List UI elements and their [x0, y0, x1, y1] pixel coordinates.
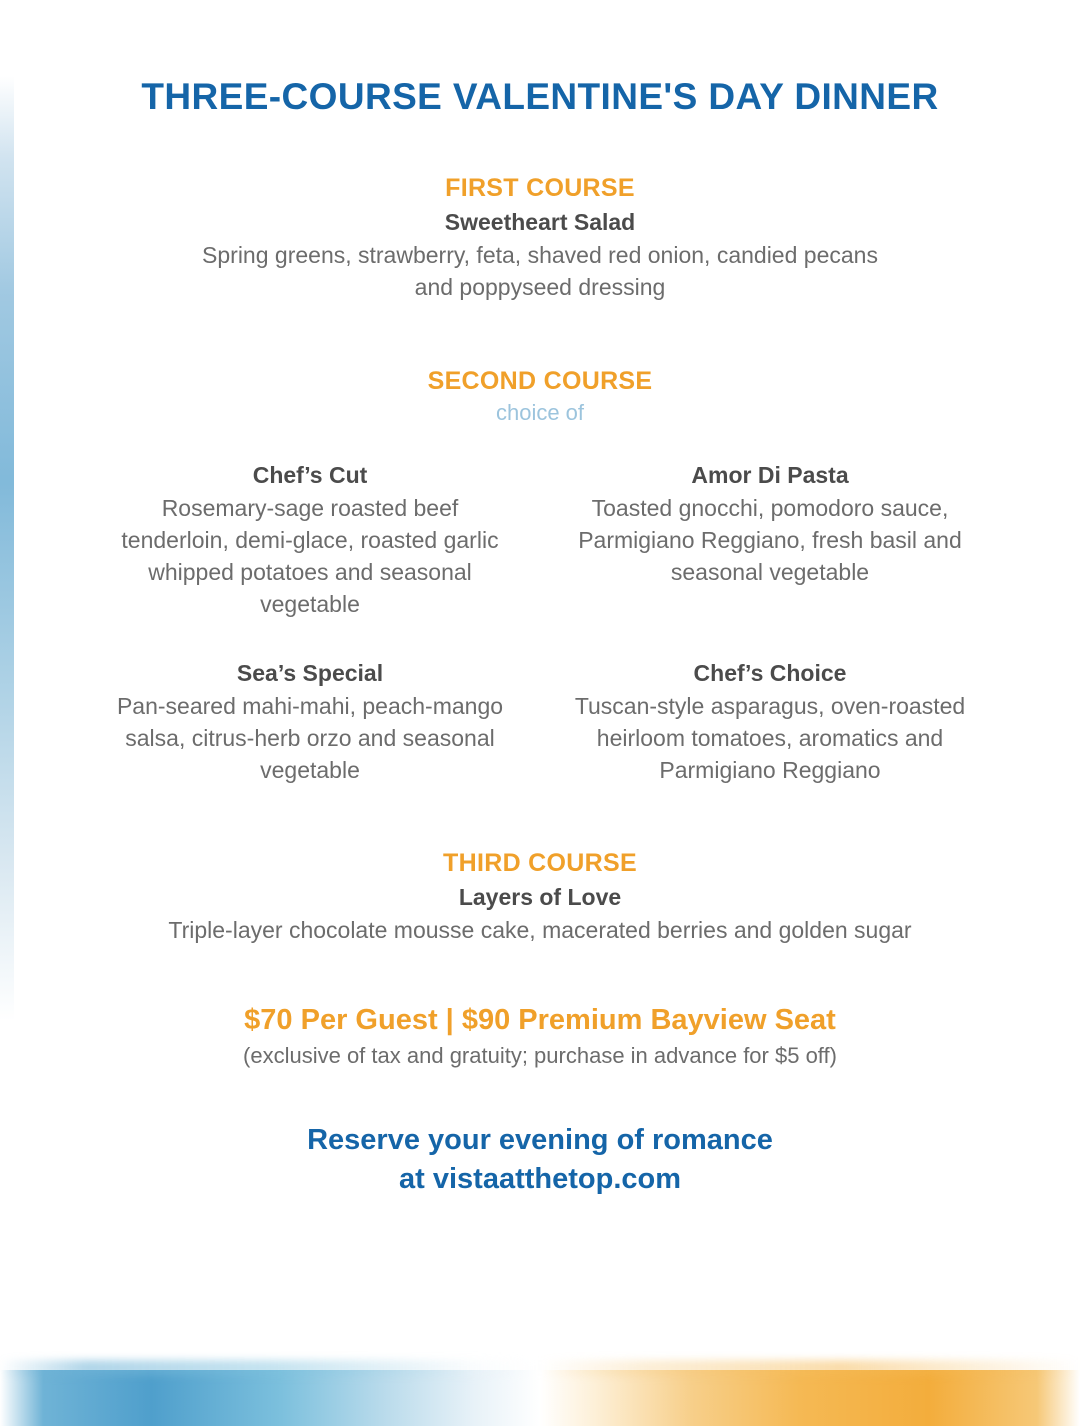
- second-course-section: [60, 367, 1020, 786]
- second-course-label: SECOND COURSE: [427, 367, 653, 396]
- dish-description: Tuscan-style asparagus, oven-roasted heirloom tomatoes, aromatics and Parmigiano Reggiano: [574, 693, 966, 783]
- menu-item-chefs-cut: [80, 456, 540, 620]
- second-course-row-2: [60, 654, 1020, 786]
- dish-name: Amor Di Pasta: [691, 462, 849, 489]
- dish-description: Toasted gnocchi, pomodoro sauce, Parmigiano Reggiano, fresh basil and seasonal vegetable: [578, 495, 962, 585]
- reserve-website-link[interactable]: at vistaatthetop.com: [399, 1163, 681, 1196]
- dish-name: Sea’s Special: [236, 660, 384, 687]
- third-course-section: [60, 849, 1020, 947]
- menu-content: [0, 76, 1080, 1200]
- third-course-dish-description: Triple-layer chocolate mousse cake, macerated berries and golden sugar: [168, 916, 912, 943]
- reserve-callout: [60, 1121, 1020, 1199]
- third-course-label: THIRD COURSE: [443, 848, 637, 877]
- bottom-watercolor-border: [0, 1370, 1080, 1426]
- first-course-section: [60, 174, 1020, 303]
- dish-name: Chef’s Cut: [252, 462, 368, 489]
- first-course-dish-description: Spring greens, strawberry, feta, shaved red onion, candied pecans and poppyseed dressing: [202, 242, 878, 300]
- page-title: THREE-COURSE VALENTINE'S DAY DINNER: [141, 76, 939, 117]
- menu-item-chefs-choice: [540, 654, 1000, 786]
- price-line: $70 Per Guest | $90 Premium Bayview Seat: [244, 1004, 836, 1037]
- second-course-choice-of: choice of: [495, 400, 585, 426]
- second-course-row-1: [60, 456, 1020, 620]
- first-course-dish-name: Sweetheart Salad: [444, 209, 636, 235]
- dish-description: Rosemary-sage roasted beef tenderloin, demi-glace, roasted garlic whipped potatoes and seasonal vegetable: [121, 495, 499, 617]
- reserve-line-1: Reserve your evening of romance: [307, 1124, 773, 1157]
- menu-page: [0, 76, 1080, 1426]
- first-course-label: FIRST COURSE: [445, 174, 635, 202]
- dish-description: Pan-seared mahi-mahi, peach-mango salsa, citrus-herb orzo and seasonal vegetable: [116, 693, 504, 783]
- dish-name: Chef’s Choice: [693, 660, 847, 687]
- third-course-dish-name: Layers of Love: [458, 883, 622, 910]
- price-note: (exclusive of tax and gratuity; purchase in advance for $5 off): [243, 1043, 837, 1069]
- menu-item-amor-di-pasta: [540, 456, 1000, 620]
- menu-item-seas-special: [80, 654, 540, 786]
- pricing-section: [60, 1004, 1020, 1069]
